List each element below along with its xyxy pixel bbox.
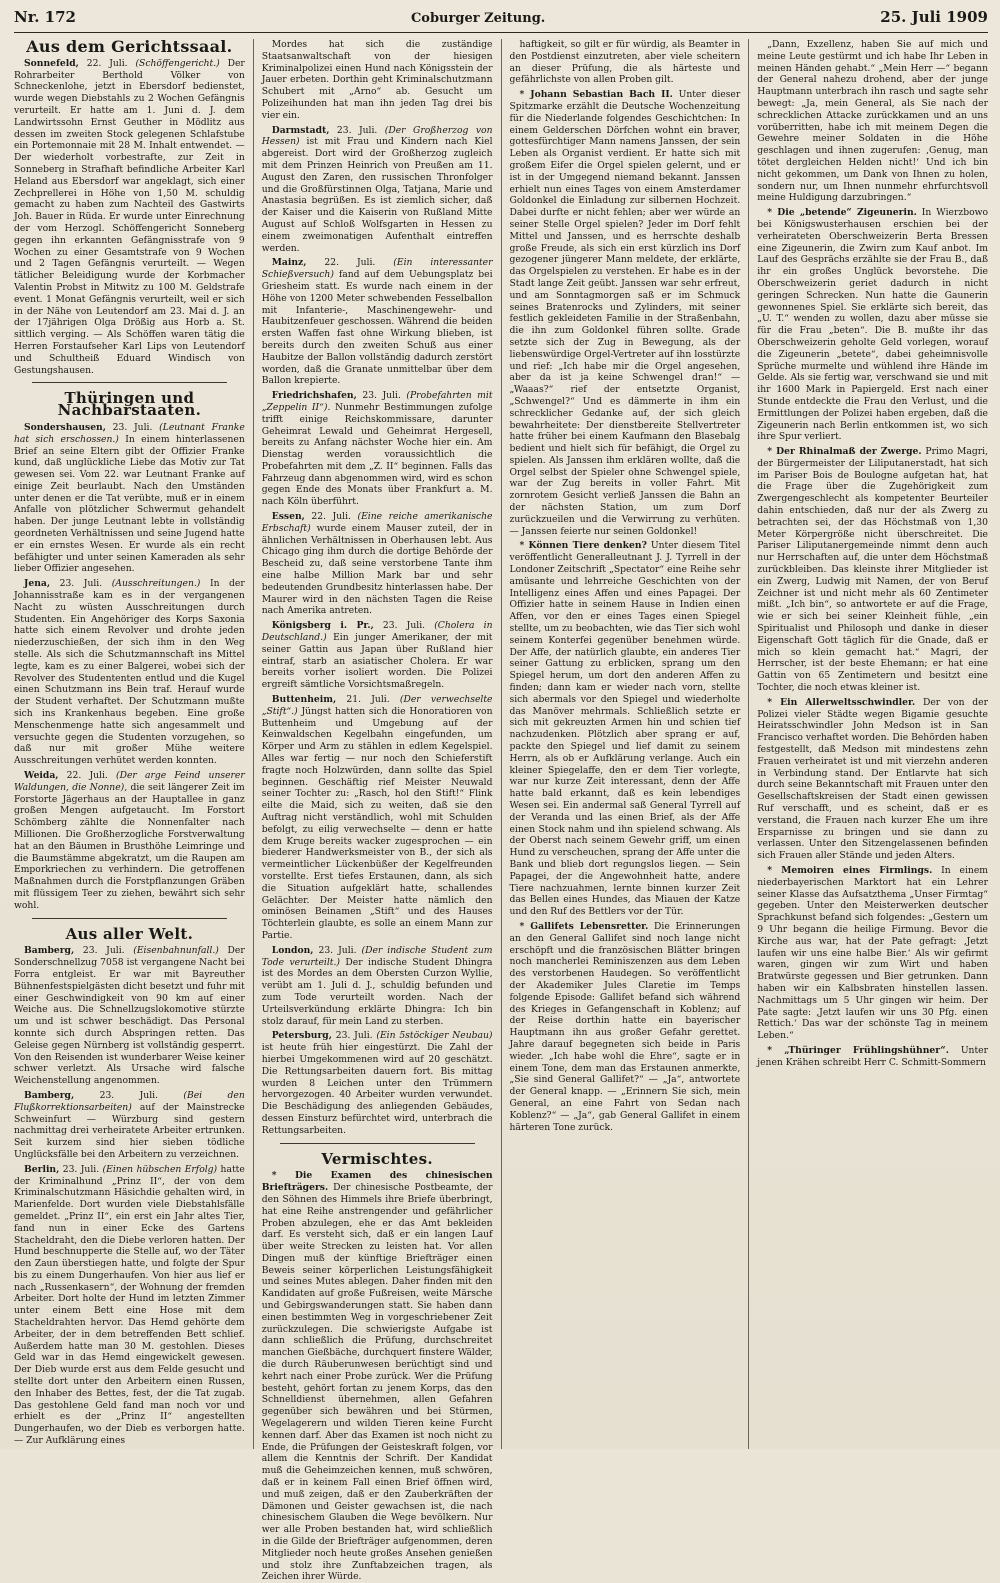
article-place: Bamberg,: [24, 1089, 75, 1101]
article-place: London,: [271, 944, 314, 956]
article-text: In einem niederbayerischen Marktort hat ein Lehrer seiner Klasse das Aufsatzthema „Unser Firmtag“ gegeben. Unter den Meisterwerken deutscher Sprachkunst befand sich folgendes: „Gestern um 9 Uhr begann die heilige Firmung. Bevor die Kirche aus war, hat der Pate gefragt: ‚Jetzt laufen wir uns eine halbe Bier.‘ Als wir gefirmt waren, gingen wir zum Wirt und haben Bratwürste gegessen und Bier getrunken. Dann haben wir ein Kalbsbraten hinstellen lassen. Nachmittags um 5 Uhr gingen wir heim. Der Pate sagte: ‚Jetzt laufen wir uns 30 Pfg. einen Rettich.‘ Das war der schönste Tag in meinem Leben.“: [757, 864, 988, 1042]
article: [757, 865, 988, 1042]
article-text: Der von der Polizei vieler Städte wegen Bigamie gesuchte Heiratsschwindler John Medson ist in San Francisco verhaftet worden. Die Behörden haben festgestellt, daß Medson mit mindestens zehn Frauen verheiratet ist und mit vierzehn anderen in Verbindung stand. Der Entlarvte hat sich durch seine Bekanntschaft mit Frauen unter den Gesellschaftskreisen der Stadt einen gewissen Ruf verschafft, und es scheint, daß er es verstand, die Frauen nach kurzer Ehe um ihre Ersparnisse zu bringen und sie dann zu verlassen. Unter den Sitzengelassenen befinden sich Frauen aller Stände und jeden Alters.: [757, 696, 989, 862]
article-text: fand auf dem Uebungsplatz bei Griesheim statt. Es wurde nach einem in der Höhe von 1200 Meter schwebenden Fesselballon mit Infanterie-, Maschinengewehr- und Haubitzenfeuer geschossen. Während die beiden ersten Waffen fast ohne Wirkung blieben, ist bereits durch den zweiten Schuß aus einer Haubitze der Ballon vollständig dadurch zerstört worden, daß die Granate unmittelbar über dem Ballon krepierte.: [261, 269, 493, 387]
article: [14, 945, 245, 1087]
article: [262, 945, 493, 1028]
section-heading-world: Aus aller Welt.: [65, 924, 194, 943]
article-text: Der Rohrarbeiter Berthold Völker von Schneckenlohe, jetzt in Ebersdorf bedienstet, wurde wegen Diebstahls zu 2 Wochen Gefängnis verurteilt. Er hatte am 1. Juni d. J. dem Landwirtssohn Ernst Geuther in Mödlitz aus dessen im zweiten Stock gelegenen Schlafstube ein Portemonnaie mit 28 M. Inhalt entwendet. — Der wiederholt vorbestrafte, zur Zeit in Sonneberg in Strafhaft befindliche Arbeiter Karl Heland aus Ebersdorf war angeklagt, sich einer Zechprellerei in Höhe von 1,50 M. schuldig gemacht zu haben zum Nachteil des Gastwirts Joh. Bauer in Rüda. Er wurde unter Einrechnung der vom Herzogl. Schöffengericht Sonneberg gegen ihn erkannten Gefängnisstrafe von 9 Wochen zu einer Gesamtstrafe von 9 Wochen und 2 Tagen Gefängnis verurteilt. — Wegen tätlicher Beleidigung wurde der Korbmacher Valentin Probst in Mitwitz zu 100 M. Geldstrafe event. 1 Monat Gefängnis verurteilt, weil er sich in der Nähe von Leutendorf am 23. Mai d. J. an der 17jährigen Olga Drößig aus Horb a. St. sittlich verging. — Als Schöffen waren tätig die Herren Forstaufseher Karl Lips von Leutendorf und Schultheiß Eduard Windisch von Gestungshausen.: [14, 57, 245, 376]
article-date: 21. Juli.: [346, 694, 390, 706]
article-date: 22. Juli.: [311, 511, 351, 523]
article-text: ist heute früh hier eingestürzt. Die Zahl der hierbei Umgekommenen wird auf 20 geschätzt. Die Rettungsarbeiten dauern fort. Bis mittag wurden 8 Leichen unter den Trümmern hervorgezogen. 40 Arbeiter wurden verwundet. Die Beschädigung des anliegenden Gebäudes, dessen Einsturz befürchtet wird, unterbrach die Rettungsarbeiten.: [261, 1042, 493, 1136]
article-kicker: (Cholera in Deutschland.): [261, 620, 493, 644]
article-kicker: (Eine reiche amerikanische Erbschaft): [261, 511, 493, 534]
article-text: Der chinesische Postbeamte, der den Söhnen des Himmels ihre Briefe überbringt, hat eine Reihe anstrengender und gefährlicher Proben abzulegen, ehe er das Amt bekleiden darf. Es versteht sich, daß er ein langen Lauf über weite Strecken zu leisten hat. Vor allen Dingen muß der künftige Briefträger einen Beweis seiner körperlichen Leistungsfähigkeit und seines Mutes ablegen. Daher finden mit den Kandidaten auf große Fußreisen, weite Märsche und Gebirgswanderungen statt. Sie haben dann einen bestimmten Weg in vorgeschriebener Zeit zurückzulegen. Die schwierigste Aufgabe ist dann schließlich die Prüfung, durchschreitet manchen Gießbäche, durchquert finstere Wälder, die durch Räuberunwesen berüchtigt sind und kehrt nach einer Probe zurück. Wer die Prüfung besteht, gehört fortan zu jenem Korps, das den Schnelldienst übernehmen, allen Gefahren gegenüber sich bewähren und bei Stürmen, Wegelagerern und wilden Tieren keine Furcht kennen darf. Aber das Examen ist noch nicht zu Ende, die Prüfungen der Geisteskraft folgen, vor allem die Kenntnis der Schrift. Der Kandidat muß die Geheimzeichen kennen, muß schwören, daß er in keinem Fall einen Brief öffnen wird, und muß zeigen, daß er den Zauberkräften der Dämonen und Geister gewachsen ist, die nach chinesischem Glauben die Wege bevölkern. Nur wer alle Proben bestanden hat, wird schließlich in die Gilde der Briefträger aufgenommen, deren Mitglieder noch heute großes Ansehen genießen und stolz ihre Zunftabzeichen tragen, als Zeichen ihrer Würde.: [261, 1182, 493, 1583]
article-text: In der Johannisstraße kam es in der vergangenen Nacht zu wüsten Ausschreitungen durch Studenten. Ein Angehöriger des Korps Saxonia hatte sich einem Revolver und drohte jeden niederzuschießen, der sich ihm in den Weg stelle. Als sich die Schutzmannschaft ins Mittel legte, kam es zu einer Balgerei, wobei sich der Revolver des Studententen entlud und die Kugel einen Schutzmann ins Bein traf. Herauf wurde der Student verhaftet. Der Schutzmann mußte sich ins Krankenhaus begeben. Eine große Menschenmenge hatte sich angesammelt und versuchte gegen die Studenten vorzugehen, so daß nur mit großer Mühe weitere Ausschreitungen verhütet werden konnten.: [14, 578, 245, 767]
column-2: [253, 39, 501, 1583]
article: [510, 89, 741, 537]
article-date: 23. Juli.: [336, 124, 378, 136]
article-text: Primo Magri, der Bürgermeister der Liliputanerstadt, hat sich im Pariser Bois de Boulogne aufgetan hat, hat die Frage über die Zugehörigkeit zum Zwergengeschlecht als kompetenter Beurteiler dahin entschieden, daß nur der als Zwerg zu betrachten sei, der das Höchstmaß von 1,30 Meter Körpergröße nicht überschreitet. Die Pariser Liliputanergemeinde nimmt denn auch nur Herrschaften auf, die unter dem Höchstmaß zurückbleiben. Das kleinste ihrer Mitglieder ist ein Zwerg, Ludwig mit Namen, der von Beruf Zeichner ist und nicht mehr als 60 Zentimeter mißt. „Ich bin“, so antwortete er auf die Frage, wie er sich bei seiner Kleinheit fühle, „ein Spiritualist und Philosoph und danke in dieser Eigenschaft Gott täglich für die Gnade, daß er mich so klein gemacht hat.“ Magri, der Herrscher, ist der beste Ehemann; er hat eine Gattin von 65 Zentimetern und besitzt eine Tochter, die noch etwas kleiner ist.: [757, 446, 988, 694]
article-place: * „Thüringer Frühlingshühner“.: [767, 1044, 949, 1056]
article-place: Essen,: [271, 511, 305, 523]
article: [14, 58, 245, 377]
article: [14, 1164, 245, 1447]
article-date: 23. Juli.: [112, 421, 153, 433]
article: [14, 1090, 245, 1161]
article: [757, 697, 988, 862]
article-kicker: (Der indische Student zum Tode verurteilt.): [261, 944, 493, 968]
article-kicker: (Ausschreitungen.): [111, 578, 201, 590]
article: [14, 578, 245, 767]
article-kicker: (Der verwechselte „Stift“.): [261, 694, 493, 717]
article: [14, 770, 245, 912]
article-kicker: (Eisenbahnunfall.): [133, 945, 219, 957]
article: [262, 257, 493, 387]
article-kicker: (Schöffengericht.): [135, 57, 220, 69]
article-place: * Memoiren eines Firmlings.: [767, 864, 933, 876]
article-date: 23. Juli.: [82, 945, 125, 957]
article-text: Mordes hat sich die zuständige Staatsanwaltschaft von der hiesigen Kriminalpolizei einen Hund nach Königsstein der Jauer erbeten. Dorthin geht Kriminalschutzmann Schubert mit „Arno“ ab. Gesucht um Polizeihunden hat man ihn jeden Tag drei bis vier ein.: [261, 39, 493, 121]
article-kicker: (Der Großherzog von Hessen): [261, 124, 493, 148]
article-kicker: (Ein interessanter Schießversuch): [261, 257, 493, 281]
article-kicker: (Bei den Flußkorrektionsarbeiten): [14, 1089, 245, 1113]
article-date: 22. Juli.: [66, 770, 108, 782]
article-kicker: (Ein 5stöckiger Neubau): [376, 1030, 493, 1042]
article: [757, 1045, 988, 1069]
section-heading-thuringia: Thüringen und Nachbarstaaten.: [57, 389, 202, 420]
article-place: Mainz,: [271, 257, 307, 269]
article-place: * Die „betende“ Zigeunerin.: [767, 207, 917, 219]
article-date: 23. Juli.: [335, 1030, 373, 1042]
article-place: * Gallifets Lebensretter.: [519, 920, 649, 932]
article-place: Sonnefeld,: [24, 57, 79, 69]
article-kicker: (Der arge Feind unserer Waldungen, die Nonne),: [14, 770, 245, 793]
article-kicker: (Probefahrten mit „Zeppelin II“).: [261, 390, 493, 413]
article-place: Friedrichshafen,: [271, 390, 357, 402]
columns: [14, 37, 989, 1583]
column-3: [501, 39, 749, 1449]
article-place: * Können Tiere denken?: [519, 540, 647, 552]
article-text: Jüngst hatten sich die Honoratioren von Buttenheim und Umgebung auf der Keinwaldschen Kegelbahn eingefunden, um Körper und Arm zu stählen in edlem Kegelspiel. Alles war fertig — nur noch den Schieferstift fragte noch Holzwürden, dann sollte das Spiel beginnen. Geschäftig rief Meister Neuwald seiner Tochter zu: „Rasch, hol den Stift!“ Flink eilte die Maid, sich zu weiten, daß sie den Auftrag nicht verständlich, wohl mit Schulden befolgt, zu eilig verwechselte — denn er hatte dem Kruge bereits wacker zugesprochen — ein biederer Handwerksmeister von B., der sich als vermeintlicher Lückenbüßer der Kegelfreunden vorstellte. Erst tiefes Erstaunen, dann, als sich die Situation aufgeklärt hatte, schallendes Gelächter. Der Meister hatte nämlich den ominösen Beinamen „Stift“ und des Hauses Töchterlein glaubte, es solle an einem Mann zur Partie.: [261, 705, 493, 941]
article-place: Jena,: [24, 578, 51, 590]
article-place: Weida,: [24, 770, 59, 782]
article: [757, 207, 988, 443]
article: [262, 125, 493, 255]
article-date: 23. Juli.: [362, 390, 401, 402]
article-text: auf der Mainstrecke Schweinfurt — Würzburg sind gestern nachmittag drei verheiratete Arbeiter ertrunken. Seit kurzem sind hier sieben tödliche Unglücksfälle bei den Arbeitern zu verzeichnen.: [14, 1101, 245, 1160]
article-text: Unter dieser Spitzmarke erzählt die Deutsche Wochenzeitung für die Niederlande folgendes Geschichtchen: In einem Gelderschen Dörfchen wohnt ein braver, gottesfürchtiger Mann namens Janssen, der sein Leben als Organist verdient. Er hatte sich mit großem Eifer die Orgel spielen gelernt, und er ist in der Umgegend niemand bekannt. Janssen erhielt nun eines Tages von einem Amsterdamer Goldonkel die Einladung zur silbernen Hochzeit. Dabei durfte er nicht fehlen; aber wer würde an seiner Stelle Orgel spielen? Jeder im Dorf fehlt Mittel und Janssen, und es herrschte deshalb große Freude, als sich ein erst kürzlich ins Dorf gezogener jüngerer Mann meldete, der erklärte, das Orgelspielen zu verstehen. Er habe es in der Stadt lange Zeit geübt. Janssen war sehr erfreut, und am Sonntagmorgen saß er im Schmuck seines Bratenrocks und Zylinders, mit seiner festlich gekleideten Familie in der Straßenbahn, die ihn zum Goldonkel führen sollte. Grade setzte sich der Zug in Bewegung, als der liebenswürdige Orgel-Vertreter auf ihn losstürzte und rief: „Ich habe mir die Orgel angesehen, aber da ist ja keine Schwengel dran!“ — „Waaas?“ rief der entsetzte Organist, „Schwengel?“ Und es dämmerte in ihm ein schrecklicher Gedanke auf, der sich gleich bewahrheitete: Der dienstbereite Stellvertreter hatte früher bei einem Kaufmann den Blasebalg bedient und hielt sich für befähigt, die Orgel zu spielen. Als Janssen ihm erklären wollte, daß die Orgel selbst der Spieler ohne Schwengel spiele, war der Zug bereits in voller Fahrt. Mit zornrotem Gesicht verließ Janssen die Bahn an der nächsten Station, um zum Dorf zurückzueilen und die Verwirrung zu verhüten. — Janssen feierte nur seinen Goldonkel!: [509, 89, 741, 537]
article: [510, 540, 741, 918]
masthead: [14, 8, 988, 33]
article-text: „Dann, Exzellenz, haben Sie auf mich und meine Leute gestürmt und ich habe Ihr Leben in meinen Händen gehabt.“ „Mein Herr —“ begann der General nahezu drohend, aber der junge Hauptmann unterbrach ihn rasch und sagte sehr bewegt: „Ja, mein General, als Sie nach der schrecklichen Attacke zurückkamen und an uns vorüberritten, habe ich mit meinem Degen die Gewehre meiner Soldaten in die Höhe geschlagen und ihnen zugerufen: ‚Genug, man tötet dergleichen Helden nicht!‘ Und ich bin nicht gekommen, um Dank von Ihnen zu holen, sondern nur, um Ihnen nunmehr ehrfurchtsvoll meine Huldigung darzubringen.“: [757, 39, 988, 204]
divider: [32, 918, 227, 919]
article-text: Die Erinnerungen an den General Gallifet sind noch lange nicht erschöpft und die französischen Blätter bringen noch mancherlei Reminiszenzen aus dem Leben des verstorbenen Haudegen. So veröffentlicht der Akademiker Jules Claretie im Temps folgende Episode: Gallifet befand sich während des Krieges in Gefangenschaft in Koblenz; auf der Reise dorthin hatte ein bayerischer Hauptmann ihn aus großer Gefahr gerettet. Jahre darauf begegneten sich beide in Paris wieder. „Ich habe wohl die Ehre“, sagte er in einem Tone, dem man das Erstaunen anmerkte, „Sie sind General Gallifet?“ — „Ja“, antwortete der General knapp. — „Erinnern Sie sich, mein General, an eine Fahrt von Sedan nach Koblenz?“ — „Ja“, gab General Gallifet in einem härteren Tone zurück.: [509, 920, 741, 1133]
article-kicker: (Leutnant Franke hat sich erschossen.): [14, 421, 245, 445]
article-place: * Johann Sebastian Bach II.: [519, 89, 673, 101]
article-place: Königsberg i. Pr.,: [271, 620, 374, 632]
article: [14, 422, 245, 575]
article-text: ist mit Frau und Kindern nach Kiel abgereist. Dort wird der Großherzog zugleich mit dem Prinzen Heinrich von Preußen am 11. August den Zaren, den russischen Thronfolger und die Großfürstinnen Olga, Tatjana, Marie und Anastasia begrüßen. Es ist ziemlich sicher, daß der Kaiser und die Kaiserin von Rußland Mitte August auf Schloß Wolfsgarten in Hessen zu einem zweimonatigen Aufenthalt eintreffen werden.: [261, 136, 493, 254]
article-place: Darmstadt,: [271, 124, 330, 136]
article-text: haftigkeit, so gilt er für würdig, als Beamter in den Postdienst einzutreten, aber viele scheitern an dieser Prüfung, die als härteste und gefährlichste von allen Proben gilt.: [509, 39, 741, 86]
article-text: die seit längerer Zeit im Forstorte Jägerhaus an der Hauptallee in ganz großen Mengen aufgetaucht. Im Forstort Schömberg zählte die Nonnenfalter nach Millionen. Die Großherzogliche Forstverwaltung hat an den Bäumen in Brusthöhe Leimringe und die Baumstämme abgekratzt, um die Raupen am Emporkriechen zu verhindern. Die getroffenen Maßnahmen durch die Forstpflanzungen Gräben mit flüssigem Teer zu ziehen, bewährt sich sehr wohl.: [14, 781, 245, 911]
newspaper-title: Coburger Zeitung.: [410, 11, 546, 26]
issue-number: Nr. 172: [14, 8, 76, 26]
divider: [280, 1143, 475, 1144]
article-text: Unter diesem Titel veröffentlicht Generalleutnant J. J. Tyrrell in der Londoner Zeitschrift „Spectator“ eine Reihe sehr amüsante und lehrreiche Geschichten von der Intelligenz eines Affen und eines Papagei. Der Offizier hatte in seinem Hause in Indien einen Affen, vor den er eines Tages einen Spiegel stellte, um zu beobachten, wie das Tier sich wohl seinem Konterfei gegenüber benehmen würde. Der Affe, der natürlich glaubte, ein anderes Tier seiner Gattung zu erblicken, sprang um den Spiegel herum, um dort den anderen Affen zu finden; dann kam er wieder nach vorn, stellte sich abermals vor den Spiegel und wiederholte das Manöver mehrmals. Schließlich setzte er sich mit gekreuzten Armen hin und schien tief nachzudenken. Plötzlich aber sprang er auf, packte den Spiegel und lief damit zu seinem Herrn, als ob er Aufklärung verlange. Auch ein kleiner Spiegelaffe, den er dem Tier vorlegte, war nur kurze Zeit interessant, denn der Affe hatte bald erkannt, daß es kein lebendiges Wesen sei. Ein andermal saß General Tyrrell auf der Veranda und las einen Brief, als der Affe einen Stock nahm und ihn spielend schwang. Als der Oberst nach seinem Gewehr griff, um einen Hund zu verscheuchen, sprang der Affe unter die Bank und blieb dort regungslos liegen. — Sein Papagei, der die Angewohnheit hatte, andere Tiere nachzuahmen, lernte binnen kurzer Zeit das Bellen eines Hundes, das Miauen der Katze und den Ruf des Bettlers vor der Tür.: [509, 540, 741, 918]
article-date: 23. Juli.: [59, 578, 103, 590]
article-text: hatte der Kriminalhund „Prinz II“, der von dem Kriminalschutzmann Häsichdie gehalten wird, in Marienfelde. Dort wurden viele Diebstahlsfälle gemeldet. „Prinz II“, ein erst ein Jahr altes Tier, fand nun in einer Ecke des Gartens Stacheldraht, den die Diebe verloren hatten. Der Hund beschnupperte die Stelle auf, wo der Täter den Zaun überstiegen hatte, und folgte der Spur bis zu einem Dungerhaufen. Von hier aus lief er nach „Russenkasern“, der Wohnung der fremden Arbeiter. Dort holte der Hund im letzten Zimmer unter einem Bett eine Hose mit dem Stacheldrahten hervor. Das Hemd gehörte dem Arbeiter, der in dem betreffenden Bett schlief. Außerdem hatte man 30 M. gestohlen. Dieses Geld war in das Hemd eingewickelt gewesen. Der Dieb wurde erst aus dem Felde gesucht und stellte dort unter den Arbeitern einen Russen, den Inhaber des Bettes, fest, der die Tat zugab. Das gestohlene Geld fand man noch vor und erhielt es der „Prinz II“ angestellten Dungerhaufen, wo der Dieb es verborgen hatte. — Zur Aufklärung eines: [14, 1163, 245, 1447]
article-date: 22. Juli.: [324, 257, 376, 269]
article-place: Petersburg,: [271, 1030, 332, 1042]
article-place: Bamberg,: [24, 945, 75, 957]
article: [510, 39, 741, 86]
article-text: Der Sonderschnellzug 7058 ist vergangene Nacht bei Forra entgleist. Er war mit Bayreuther Bühnenfestspielgästen dicht besetzt und fuhr mit einer Geschwindigkeit von 90 km auf einer Weiche aus. Die Schnellzugslokomotive stürzte um und ist schwer beschädigt. Das Personal konnte sich durch Abspringen retten. Das Geleise gegen Nürnberg ist vollständig gesperrt. Von den Reisenden ist wunderbarer Weise keiner schwer verletzt. Als Ursache wird falsche Weichenstellung angenommen.: [14, 945, 245, 1087]
issue-date: 25. Juli 1909: [880, 8, 988, 26]
article-text: Unter jenen Krähen schreibt Herr C. Schmitt-Sommern: [757, 1044, 988, 1068]
section-heading-miscellany: Vermischtes.: [321, 1149, 433, 1168]
article-place: Berlin,: [24, 1163, 60, 1175]
article: [262, 620, 493, 691]
article-text: In Wierzbowo bei Königswusterhausen erschien bei der verheirateten Oberschweizerin Berta Bressen eine Zigeunerin, die Zwirn zum Kauf anbot. Im Lauf des Gesprächs erzählte sie der Frau B., daß ihr ein großes Unglück bevorstehe. Die Oberschweizerin geriet dadurch in nicht geringen Schrecken. Nun hatte die Gaunerin gewonnenes Spiel. Sie erklärte sich bereit, das „U. T.“ wenden zu wollen, dazu aber müsse sie für die Frau „beten“. Die B. mußte ihr das Oberschweizerin geholte Geld vorlegen, worauf die Zigeunerin „betete“, dabei geheimnisvolle Sprüche murmelte und wühlend ihre Hände im Gelde. Als sie fertig war, verschwand sie und mit ihr 1600 Mark in Papiergeld. Erst nach einer Stunde entdeckte die Frau den Verlust, und die Ermittlungen der Polizei haben ergeben, daß die Zigeunerin nach Berlin entkommen ist, wo sich ihre Spur verliert.: [757, 207, 988, 443]
divider: [32, 382, 227, 383]
article-text: Nunmehr Bestimmungen zufolge trifft einige Reichskommissare, darunter Geheimrat Lewald und Geheimrat Hergesell, bereits zu Anfang nächster Woche hier ein. Am Dienstag werden voraussichtlich die Probefahrten mit dem „Z. II“ beginnen. Falls das Fahrzeug dann abgenommen wird, wird es schon gegen Ende des Monats über Frankfurt a. M. nach Köln überführt.: [261, 401, 493, 508]
article-date: 22. Juli.: [86, 57, 128, 69]
article: [262, 1170, 493, 1583]
article-text: In einem hinterlassenen Brief an seine Eltern gibt der Offizier Franke kund, daß unglückliche Liebe das Motiv zur Tat gewesen sei. Vom 22. war Leutnant Franke auf einige Zeit beurlaubt. Nach den Umständen unter denen er die Tat verübte, muß er in einem Anfalle von plötzlicher Schwermut gehandelt haben. Der junge Leutnant lebte in vollständig geordneten Verhältnissen und seine Jugend hatte er ein ernstes Wesen. Er wurde als ein recht befähigter und unter seinen Kameraden als sehr lieber Offizier angesehen.: [14, 433, 245, 575]
column-1: [14, 39, 253, 1449]
article-place: * Ein Allerweltsschwindler.: [767, 696, 916, 708]
article: [262, 694, 493, 942]
article-date: 23. Juli.: [318, 944, 357, 956]
article: [262, 511, 493, 617]
article-place: * Der Rhinalmaß der Zwerge.: [767, 446, 922, 458]
article-text: Ein junger Amerikaner, der mit seiner Gattin aus Japan über Rußland hier eintraf, starb an asiatischer Cholera. Er war bereits vorher isoliert worden. Die Polizei ergreift sämtliche Vorsichtsmaßregeln.: [261, 632, 493, 691]
article-text: wurde einem Mauser zuteil, der in ähnlichen Verhältnissen in Oberhausen lebt. Aus Chicago ging ihm durch die dortige Behörde der Bescheid zu, daß seine verstorbene Tante ihm eine halbe Million Mark bar und sehr bedeutenden Grundbesitz hinterlassen habe. Der Maurer wird in den nächsten Tagen die Reise nach Amerika antreten.: [261, 522, 493, 617]
article: [757, 446, 988, 694]
article-kicker: (Einen hübschen Erfolg): [102, 1163, 218, 1175]
article-place: * Die Examen des chinesischen Briefträgers.: [261, 1170, 493, 1194]
section-heading-court: Aus dem Gerichtssaal.: [26, 37, 233, 56]
article-place: Sondershausen,: [24, 421, 106, 433]
article-place: Buttenheim,: [271, 694, 337, 706]
article-date: 23. Juli.: [382, 620, 426, 632]
article-date: 23. Juli.: [62, 1163, 100, 1175]
article: [262, 390, 493, 508]
article: [262, 39, 493, 122]
column-4: [748, 39, 988, 1449]
article: [262, 1030, 493, 1136]
article-text: Der indische Student Dhingra ist des Mordes an dem Obersten Curzon Wyllie, verübt am 1. Juli d. J., schuldig befunden und zum Tode verurteilt worden. Nach der Urteilsverkündung erklärte Dhingra: Ich bin stolz darauf, für mein Land zu sterben.: [261, 956, 493, 1027]
article: [757, 39, 988, 204]
article: [510, 921, 741, 1133]
article-date: 23. Juli.: [99, 1089, 158, 1101]
